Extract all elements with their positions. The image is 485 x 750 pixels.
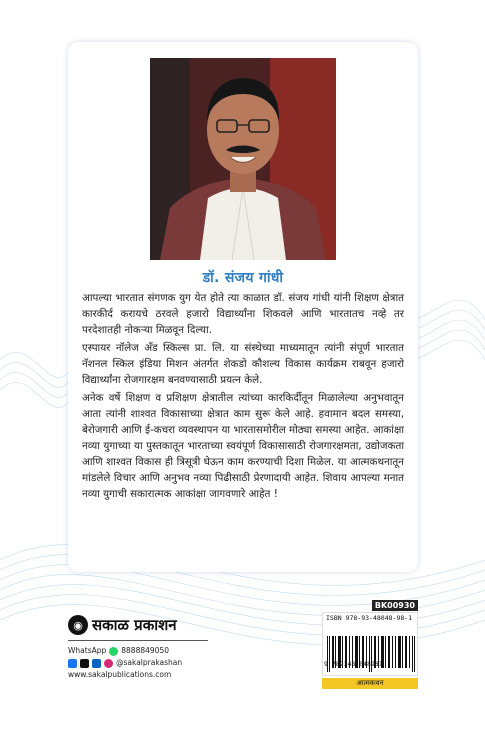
instagram-icon xyxy=(104,659,113,668)
book-code: BK00930 xyxy=(372,600,418,611)
social-handle: @sakalprakashan xyxy=(116,658,183,667)
publisher-logo xyxy=(68,615,218,635)
bio-paragraph-3: अनेक वर्षे शिक्षण व प्रशिक्षण क्षेत्रातील त्यांच्या कारकिर्दीतून मिळालेल्या अनुभवातून आता त्यांनी शाश्वत विकासाच्या क्षेत्रात काम सुरू केले आहे. हवामान बदल समस्या, बेरोजगारी आणि ई-कचरा व्यवस्थापन या भारतासमोरील मोठ्या समस्या आहेत. आकांक्षा नव्या युगाच्या या पुस्तकातून भारताच्या स्वयंपूर्ण विकासासाठी रोजगारक्षमता, उद्योजकता आणि शाश्वत विकास ही त्रिसूत्री घेऊन काम करण्याची दिशा मिळेल. या आत्मकथनातून मांडलेले विचार आणि अनुभव नव्या पिढीसाठी प्रेरणादायी आहेत. शिवाय आपल्या मनात नव्या युगाची सकारात्मक आकांक्षा जागवणारे आहेत ! xyxy=(82,392,404,500)
linkedin-icon xyxy=(92,659,101,668)
social-line xyxy=(68,657,218,669)
isbn-number: ISBN 978-93-48048-98-1 xyxy=(326,614,413,622)
divider xyxy=(68,640,208,641)
x-icon xyxy=(80,659,89,668)
author-photo xyxy=(150,58,336,260)
genre-label: आत्मकथन xyxy=(322,678,418,689)
website[interactable]: www.sakalpublications.com xyxy=(68,670,172,679)
publisher-block xyxy=(68,615,218,681)
bio-paragraph-1: आपल्या भारतात संगणक युग येत होते त्या काळात डॉ. संजय गांधी यांनी शिक्षण क्षेत्रात कारकीर्द करायचे ठरवले हजारो विद्यार्थ्यांना शिकवले आणि भारतातच नव्हे तर परदेशातही नोकऱ्या मिळवून दिल्या. xyxy=(82,292,404,336)
whatsapp-line xyxy=(68,645,218,657)
website-line xyxy=(68,669,218,681)
author-name: डॉ. संजय गांधी xyxy=(202,270,284,286)
bio-paragraph-2: एस्पायर नॉलेज अँड स्किल्स प्रा. लि. या संस्थेच्या माध्यमातून त्यांनी संपूर्ण भारतात नॅशनल स्किल इंडिया मिशन अंतर्गत शेकडो कौशल्य विकास कार्यक्रम राबवून हजारो विद्यार्थ्यांना रोजगारक्षम बनवण्यासाठी प्रयत्न केले. xyxy=(82,342,404,386)
publisher-name: सकाळ प्रकाशन xyxy=(92,616,177,634)
whatsapp-icon xyxy=(109,647,118,656)
sakal-logo-icon: ◉ xyxy=(68,615,88,635)
barcode-digits: 9 789348 048981 xyxy=(324,660,383,668)
whatsapp-number: 8888849050 xyxy=(121,646,169,655)
whatsapp-label: WhatsApp xyxy=(68,646,107,655)
author-portrait-illustration xyxy=(150,58,336,260)
facebook-icon xyxy=(68,659,77,668)
